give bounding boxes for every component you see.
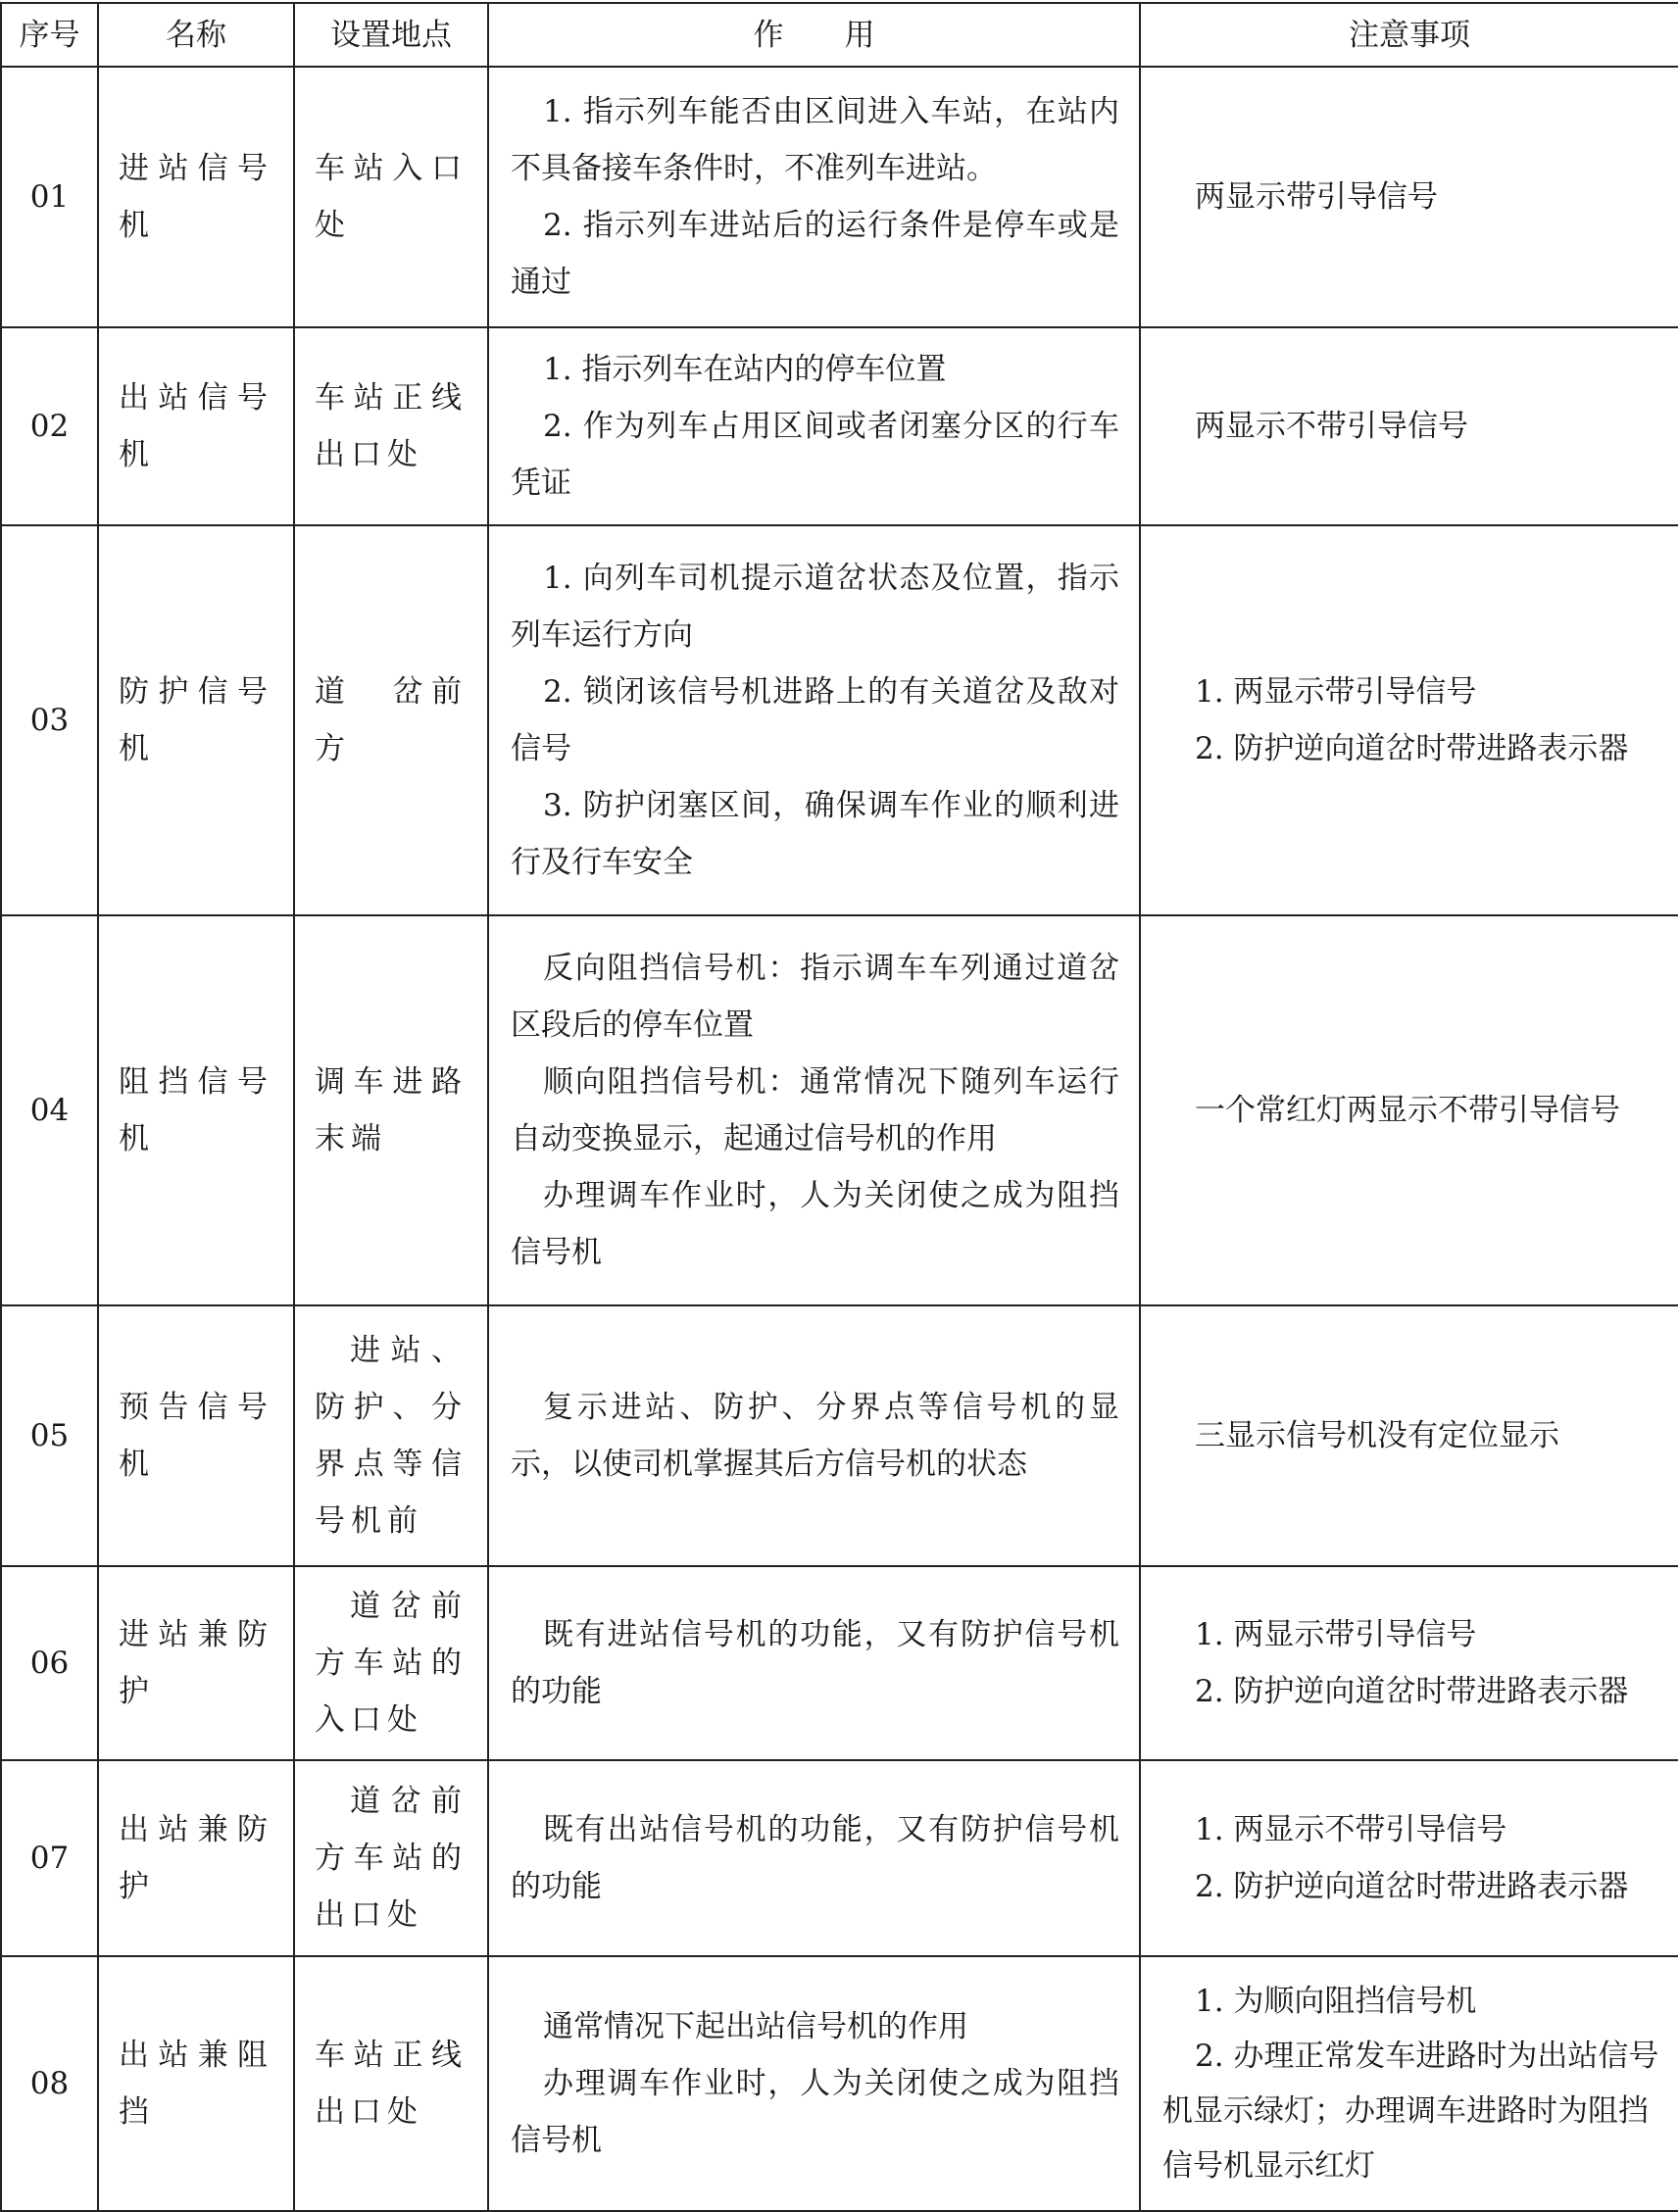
- row-function: [488, 525, 1140, 915]
- row-function: [488, 67, 1140, 327]
- row-name: 防护信号机: [98, 525, 294, 915]
- function-line: 3. 防护闭塞区间，确保调车作业的顺利进行及行车安全: [511, 788, 1119, 880]
- table-row: [1, 1956, 1678, 2211]
- function-line: 复示进站、防护、分界点等信号机的显示，以使司机掌握其后方信号机的状态: [511, 1390, 1119, 1482]
- row-num: 07: [1, 1760, 98, 1956]
- function-line: 1. 指示列车在站内的停车位置: [543, 352, 947, 387]
- table-row: [1, 525, 1678, 915]
- row-num: 04: [1, 915, 98, 1305]
- row-num: 01: [1, 67, 98, 327]
- function-line: 既有出站信号机的功能，又有防护信号机的功能: [511, 1812, 1119, 1904]
- header-num: 序号: [1, 3, 98, 67]
- function-line: 办理调车作业时，人为关闭使之成为阻挡信号机: [511, 1178, 1119, 1270]
- function-line: 通常情况下起出站信号机的作用: [543, 2009, 968, 2044]
- row-notes: [1140, 1760, 1678, 1956]
- row-notes: [1140, 1305, 1678, 1566]
- table-row: [1, 327, 1678, 525]
- header-function: 作 用: [488, 3, 1140, 67]
- row-name: 出站信号机: [98, 327, 294, 525]
- row-place: 车站正线出口处: [294, 327, 488, 525]
- note-line: 1. 两显示带引导信号: [1195, 1617, 1477, 1652]
- function-line: 1. 向列车司机提示道岔状态及位置，指示列车运行方向: [511, 561, 1119, 653]
- row-place: 道岔前方车站的入口处: [294, 1566, 488, 1760]
- note-line: 1. 两显示不带引导信号: [1195, 1812, 1507, 1847]
- note-line: 两显示不带引导信号: [1195, 409, 1468, 444]
- row-notes: [1140, 1956, 1678, 2211]
- table-row: [1, 1760, 1678, 1956]
- row-notes: [1140, 327, 1678, 525]
- header-notes: 注意事项: [1140, 3, 1678, 67]
- function-line: 办理调车作业时，人为关闭使之成为阻挡信号机: [511, 2066, 1119, 2158]
- row-place: 车站正线出口处: [294, 1956, 488, 2211]
- row-name: 出站兼阻挡: [98, 1956, 294, 2211]
- table-row: [1, 915, 1678, 1305]
- row-num: 02: [1, 327, 98, 525]
- row-function: [488, 1760, 1140, 1956]
- row-name: 预告信号机: [98, 1305, 294, 1566]
- note-line: 两显示带引导信号: [1195, 179, 1438, 215]
- function-line: 反向阻挡信号机：指示调车车列通过道岔区段后的停车位置: [511, 951, 1119, 1043]
- note-line: 2. 防护逆向道岔时带进路表示器: [1195, 1869, 1629, 1904]
- row-place: 道 岔前方: [294, 525, 488, 915]
- row-notes: [1140, 525, 1678, 915]
- function-line: 2. 锁闭该信号机进路上的有关道岔及敌对信号: [511, 674, 1119, 766]
- row-name: 进站信号机: [98, 67, 294, 327]
- row-function: [488, 915, 1140, 1305]
- table-row: [1, 67, 1678, 327]
- row-place: 进站、防护、分界点等信号机前: [294, 1305, 488, 1566]
- header-place: 设置地点: [294, 3, 488, 67]
- row-num: 06: [1, 1566, 98, 1760]
- note-line: 2. 防护逆向道岔时带进路表示器: [1195, 1674, 1629, 1709]
- row-name: 进站兼防护: [98, 1566, 294, 1760]
- note-line: 一个常红灯两显示不带引导信号: [1195, 1093, 1620, 1128]
- note-line: 2. 防护逆向道岔时带进路表示器: [1195, 731, 1629, 766]
- row-num: 05: [1, 1305, 98, 1566]
- note-line: 1. 为顺向阻挡信号机: [1195, 1984, 1477, 2019]
- row-place: 车站入口处: [294, 67, 488, 327]
- row-name: 出站兼防护: [98, 1760, 294, 1956]
- row-notes: [1140, 1566, 1678, 1760]
- table-row: [1, 1566, 1678, 1760]
- function-line: 既有进站信号机的功能，又有防护信号机的功能: [511, 1617, 1119, 1709]
- row-name: 阻挡信号机: [98, 915, 294, 1305]
- function-line: 1. 指示列车能否由区间进入车站，在站内不具备接车条件时，不准列车进站。: [511, 94, 1119, 186]
- function-line: 顺向阻挡信号机：通常情况下随列车运行自动变换显示，起通过信号机的作用: [511, 1064, 1119, 1156]
- row-function: [488, 1305, 1140, 1566]
- row-notes: [1140, 915, 1678, 1305]
- function-line: 2. 指示列车进站后的运行条件是停车或是通过: [511, 208, 1119, 300]
- row-num: 08: [1, 1956, 98, 2211]
- table-row: [1, 1305, 1678, 1566]
- row-place: 道岔前方车站的出口处: [294, 1760, 488, 1956]
- row-place: 调车进路末端: [294, 915, 488, 1305]
- signal-table: [0, 2, 1678, 2212]
- note-line: 三显示信号机没有定位显示: [1195, 1418, 1559, 1453]
- row-notes: [1140, 67, 1678, 327]
- row-function: [488, 327, 1140, 525]
- row-function: [488, 1956, 1140, 2211]
- function-line: 2. 作为列车占用区间或者闭塞分区的行车凭证: [511, 409, 1119, 501]
- header-name: 名称: [98, 3, 294, 67]
- row-num: 03: [1, 525, 98, 915]
- header-row: [1, 3, 1678, 67]
- row-function: [488, 1566, 1140, 1760]
- note-line: 1. 两显示带引导信号: [1195, 674, 1477, 710]
- note-line: 2. 办理正常发车进路时为出站信号机显示绿灯；办理调车进路时为阻挡信号机显示红灯: [1162, 2039, 1659, 2184]
